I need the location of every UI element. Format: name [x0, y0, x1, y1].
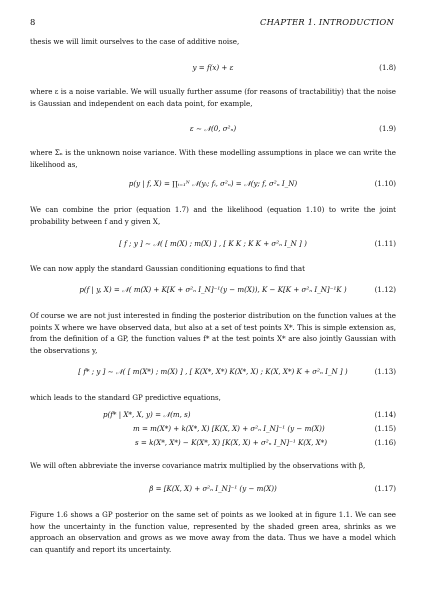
paragraph-conditioning: We can now apply the standard Gaussian conditioning equations to find that	[30, 264, 305, 273]
equation-1-10	[30, 179, 396, 193]
equation-number: (1.14)	[374, 410, 396, 419]
equation-1-17	[30, 484, 396, 498]
equation-body: β = [K(X, X) + σ²ₙ I_N]⁻¹ (y − m(X))	[149, 484, 277, 493]
equation-body: s = k(X*, X*) − K(X*, X) [K(X, X) + σ²ₙ I_N]⁻¹ K(X, X*)	[135, 438, 327, 447]
equation-1-14	[30, 410, 396, 424]
equation-body: p(y | f, X) = ∏ᵢ₌₁ᴺ 𝒩(yᵢ; fᵢ, σ²ₙ) = 𝒩(y; f, σ²ₙ I_N)	[128, 179, 298, 188]
paragraph-likelihood: where Σₙ is the unknown noise variance. With these modelling assumptions in place we can write the likelihood as,	[30, 148, 396, 169]
paragraph-additive-noise: thesis we will limit ourselves to the case of additive noise,	[30, 37, 240, 46]
paragraph-predictive: which leads to the standard GP predictive equations,	[30, 393, 221, 402]
paragraph-joint-probability: We can combine the prior (equation 1.7) and the likelihood (equation 1.10) to write the joint probability between f and y given X,	[30, 205, 396, 226]
paragraph-abbreviation: We will often abbreviate the inverse covariance matrix multiplied by the observations with β,	[30, 461, 366, 470]
equation-1-12	[30, 285, 396, 299]
equation-number: (1.11)	[374, 239, 396, 248]
equation-number: (1.16)	[374, 438, 396, 447]
equation-number: (1.12)	[374, 285, 396, 294]
equation-1-13	[30, 367, 396, 381]
equation-number: (1.9)	[379, 124, 396, 133]
equation-number: (1.10)	[374, 179, 396, 188]
equation-number: (1.15)	[374, 424, 396, 433]
equation-body: m = m(X*) + k(X*, X) [K(X, X) + σ²ₙ I_N]⁻¹ (y − m(X))	[133, 424, 325, 433]
equation-1-9	[30, 124, 396, 138]
equation-body: ε ∼ 𝒩(0, σ²ₙ)	[189, 124, 237, 133]
equation-number: (1.8)	[379, 63, 396, 72]
paragraph-figure-reference: Figure 1.6 shows a GP posterior on the same set of points as we looked at in figure 1.1. We can see how the uncertainty in the function value, represented by the shaded green area, shrinks as we approach an observation and grows as we move away from the data. Thus we have a model which can quantify and report its uncertainty.	[30, 510, 396, 554]
equation-number: (1.13)	[374, 367, 396, 376]
equation-1-16	[30, 438, 396, 452]
equation-1-8	[30, 63, 396, 77]
equation-body: p(f* | X*, X, y) = 𝒩(m, s)	[103, 410, 191, 419]
equation-body: [ f ; y ] ∼ 𝒩( [ m(X) ; m(X) ] , [ K K ; K K + σ²ₙ I_N ] )	[119, 239, 307, 248]
page-number: 8	[30, 17, 36, 27]
equation-body: p(f | y, X) = 𝒩( m(X) + K[K + σ²ₙ I_N]⁻¹(y − m(X)), K − K[K + σ²ₙ I_N]⁻¹K )	[79, 285, 347, 294]
running-header	[30, 17, 394, 29]
chapter-title: CHAPTER 1. INTRODUCTION	[260, 17, 394, 27]
equation-body: y = f(x) + ε	[192, 63, 234, 72]
paragraph-noise-variable: where ε is a noise variable. We will usually further assume (for reasons of tractabilitiy) that the noise is Gaussian and independent on each data point, for example,	[30, 87, 396, 108]
paragraph-test-points: Of course we are not just interested in finding the posterior distribution on the function values at the points X where we have observed data, but also at a set of test points X*. This is simple extension as, from the definition of a GP, the function values f* at the test points X* are also jointly Gaussian with the observations y,	[30, 311, 396, 355]
equation-1-11	[30, 239, 396, 253]
equation-body: [ f* ; y ] ∼ 𝒩( [ m(X*) ; m(X) ] , [ K(X*, X*) K(X*, X) ; K(X, X*) K + σ²ₙ I_N ] )	[78, 367, 348, 376]
equation-1-15	[30, 424, 396, 438]
equation-number: (1.17)	[374, 484, 396, 493]
